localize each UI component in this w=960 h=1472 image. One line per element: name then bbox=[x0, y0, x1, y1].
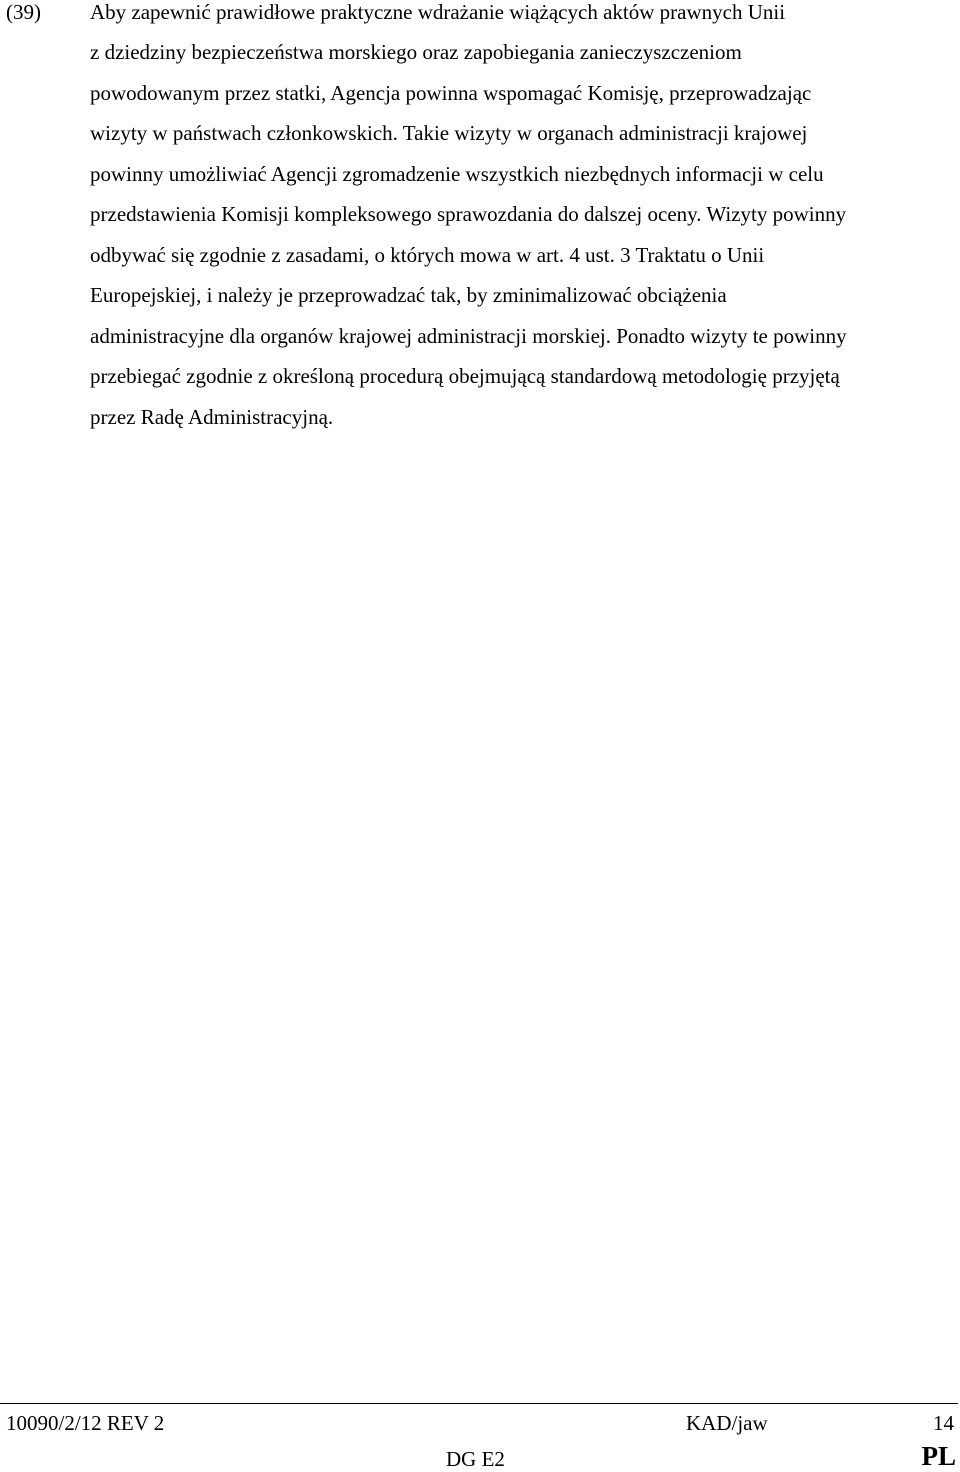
paragraph-line: odbywać się zgodnie z zasadami, o których mowa w art. 4 ust. 3 Traktatu o Unii bbox=[90, 243, 765, 267]
author-initials: KAD/jaw bbox=[686, 1411, 768, 1435]
page-number: 14 bbox=[933, 1411, 954, 1435]
paragraph-line: powodowanym przez statki, Agencja powinna wspomagać Komisję, przeprowadzając bbox=[90, 81, 812, 105]
footer-divider bbox=[0, 1403, 958, 1404]
paragraph-line: Europejskiej, i należy je przeprowadzać tak, by zminimalizować obciążenia bbox=[90, 283, 727, 307]
paragraph-line: z dziedziny bezpieczeństwa morskiego oraz zapobiegania zanieczyszczeniom bbox=[90, 40, 742, 64]
paragraph-line: administracyjne dla organów krajowej administracji morskiej. Ponadto wizyty te powinny bbox=[90, 324, 847, 348]
paragraph-line: powinny umożliwiać Agencji zgromadzenie wszystkich niezbędnych informacji w celu bbox=[90, 162, 824, 186]
language-code: PL bbox=[921, 1441, 956, 1471]
directorate-general: DG E2 bbox=[446, 1447, 505, 1471]
paragraph-line: Aby zapewnić prawidłowe praktyczne wdrażanie wiążących aktów prawnych Unii bbox=[90, 0, 786, 24]
paragraph-line: przebiegać zgodnie z określoną procedurą obejmującą standardową metodologię przyjętą bbox=[90, 364, 840, 388]
paragraph-line: przez Radę Administracyjną. bbox=[90, 405, 334, 429]
document-reference: 10090/2/12 REV 2 bbox=[6, 1411, 165, 1435]
paragraph-line: wizyty w państwach członkowskich. Takie wizyty w organach administracji krajowej bbox=[90, 121, 808, 145]
paragraph-line: przedstawienia Komisji kompleksowego sprawozdania do dalszej oceny. Wizyty powinny bbox=[90, 202, 847, 226]
paragraph-number: (39) bbox=[6, 0, 41, 24]
